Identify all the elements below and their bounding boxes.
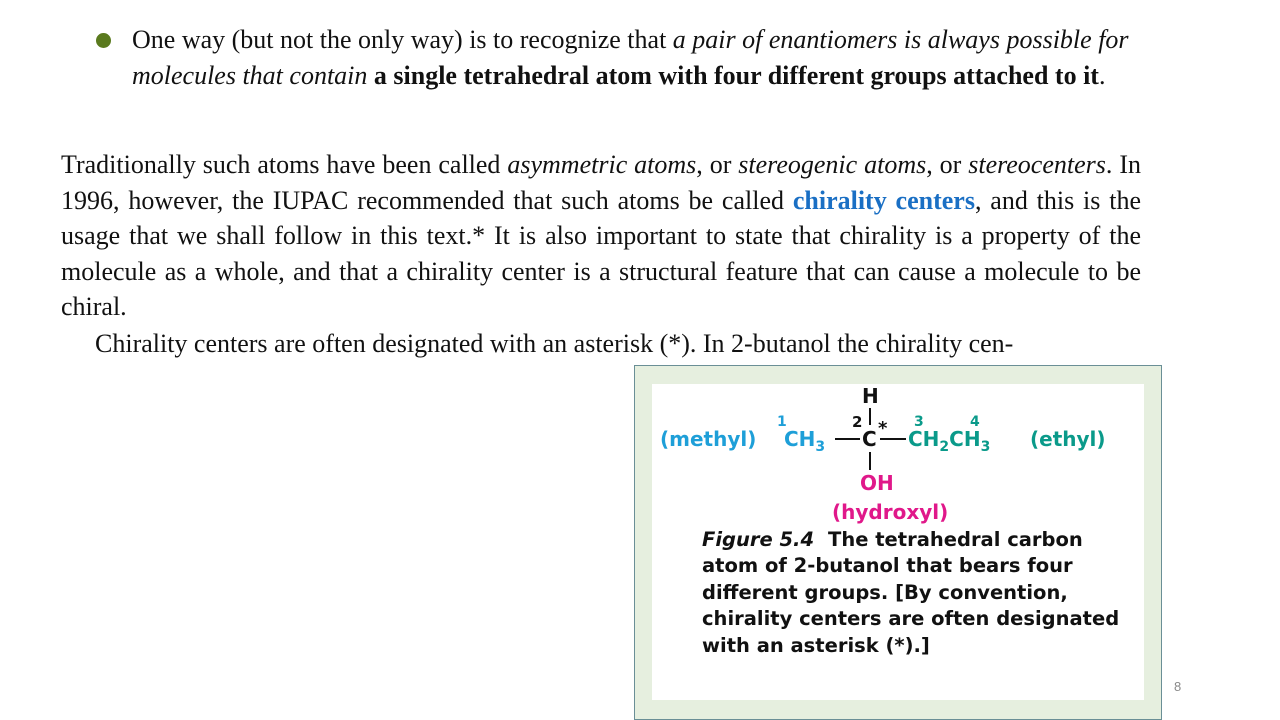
ch3b-subscript: 3: [980, 439, 991, 455]
bullet-text-plain: One way (but not the only way) is to recognize that: [132, 25, 673, 54]
paragraph-asterisk: [61, 326, 1141, 362]
para2-text: Chirality centers are often designated with an asterisk (*). In 2-butanol the chirality cen-: [95, 329, 1014, 358]
label-methyl: (methyl): [660, 427, 757, 451]
atom-c: C: [862, 427, 877, 451]
ch3-subscript: 3: [815, 439, 826, 455]
page-number: 8: [1174, 679, 1182, 694]
bullet-text-bold: a single tetrahedral atom with four different groups attached to it: [367, 61, 1099, 90]
label-ethyl: (ethyl): [1030, 427, 1106, 451]
bullet-dot-icon: [96, 33, 111, 48]
term-asymmetric-atoms: asymmetric atoms: [507, 150, 697, 179]
figure-caption: [702, 527, 1122, 659]
paragraph-chirality-centers: [61, 147, 1141, 325]
group-oh: OH: [860, 471, 894, 495]
bullet-text-end: .: [1098, 61, 1106, 90]
locant-3: 3: [914, 414, 924, 430]
term-stereogenic-atoms: stereogenic atoms: [738, 150, 927, 179]
para1-text-4: . In 1996, however, the IUPAC recommended that such atoms be called: [61, 150, 1141, 215]
group-ch2ch3-ethyl: [908, 427, 990, 455]
atom-h: H: [862, 384, 879, 408]
para1-text-3: , or: [926, 150, 969, 179]
asterisk-mark: *: [878, 418, 888, 439]
label-hydroxyl: (hydroxyl): [832, 500, 949, 524]
bullet-text-italic: a pair of enantiomers is always possible for molecules that contain: [132, 25, 1129, 90]
group-ch3-methyl: [784, 427, 825, 455]
figure-caption-text: The tetrahedral carbon atom of 2-butanol that bears four different groups. [By convention, chirality centers are often designated with an asterisk (*).]: [702, 528, 1120, 657]
para1-text-5: , and this is the usage that we shall follow in this text.* It is also important to state that chirality is a property of the molecule as a whole, and that a chirality center is a structural feature that can cause a molecule to be chiral.: [61, 185, 1142, 321]
ch3-text: CH: [784, 427, 816, 451]
ch3b-text: CH: [949, 427, 981, 451]
term-chirality-centers: chirality centers: [792, 185, 975, 215]
locant-1: 1: [777, 414, 787, 430]
figure-panel: [634, 365, 1162, 720]
bullet-text: [132, 22, 1132, 94]
para1-text-2: , or: [696, 150, 739, 179]
ch2-subscript: 2: [939, 439, 950, 455]
figure-label: Figure 5.4: [702, 528, 815, 551]
para1-text-1: Traditionally such atoms have been called: [61, 150, 508, 179]
locant-4: 4: [970, 414, 980, 430]
locant-2: 2: [852, 413, 863, 431]
term-stereocenters: stereocenters: [968, 150, 1106, 179]
ch2-text: CH: [908, 427, 940, 451]
figure-5-4: [652, 384, 1144, 700]
